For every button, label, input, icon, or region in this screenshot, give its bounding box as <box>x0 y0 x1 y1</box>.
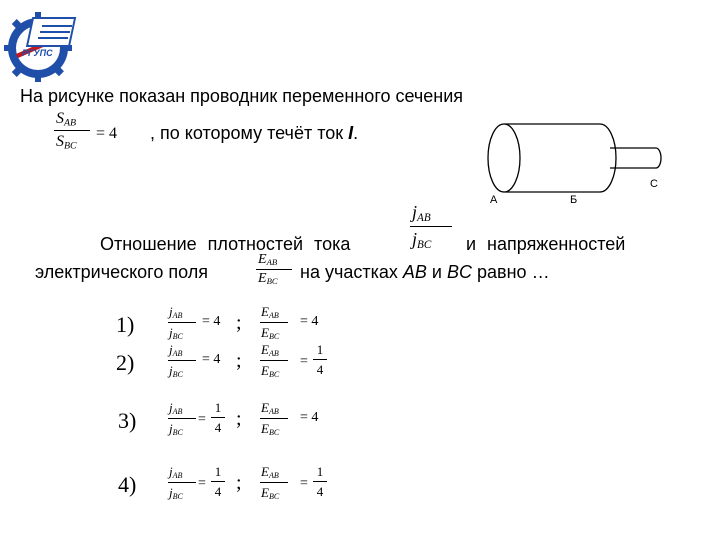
separator: ; <box>236 408 242 430</box>
intro-line-2: , по которому течёт ток I. <box>150 123 359 143</box>
question-line-1-end: и напряженностей <box>466 234 626 254</box>
separator: ; <box>236 312 242 334</box>
E-ratio-answer-3: $E_{AB}$ $E_{BC}$ <box>260 400 288 437</box>
area-ratio: $S_{AB}$ $S_{BC}$ <box>54 110 90 152</box>
e-ratio-value: = 4 <box>300 314 319 329</box>
j-ratio-value: = 4 <box>202 352 221 367</box>
E-ratio-answer-4: $E_{AB}$ $E_{BC}$ <box>260 464 288 501</box>
separator: ; <box>236 472 242 494</box>
separator: ; <box>236 350 242 372</box>
area-ratio-value: = 4 <box>96 125 118 142</box>
logo <box>2 4 82 82</box>
question-line-2-end: на участках AB и BC равно … <box>300 262 550 282</box>
j-ratio-answer-4: $j_{AB}$ $j_{BC}$ <box>168 464 196 501</box>
question-line-1: Отношение плотностей тока <box>100 234 351 254</box>
figure-label-b: Б <box>570 194 578 206</box>
question-line-2: электрического поля <box>35 262 208 282</box>
figure-label-a: А <box>490 194 498 206</box>
figure-label-c: С <box>650 178 658 190</box>
university-logo-icon <box>2 4 82 82</box>
e-ratio-value: = 4 <box>300 410 319 425</box>
answer-number: 2) <box>116 350 135 375</box>
current-density-ratio: $j_{AB}$ $j_{BC}$ <box>410 202 452 251</box>
intro-line-1: На рисунке показан проводник переменного сечения <box>20 86 464 106</box>
current-symbol: I <box>348 123 354 143</box>
j-ratio-answer-3: $j_{AB}$ $j_{BC}$ <box>168 400 196 437</box>
answer-number: 4) <box>118 472 137 497</box>
j-ratio-value: = 4 <box>202 314 221 329</box>
field-strength-ratio: $E_{AB}$ $E_{BC}$ <box>256 252 292 287</box>
j-ratio-answer-2: $j_{AB}$ $j_{BC}$ <box>168 342 196 379</box>
j-ratio-answer-1: $j_{AB}$ $j_{BC}$ <box>168 304 196 341</box>
answer-number: 3) <box>118 408 137 433</box>
conductor-figure <box>486 120 666 212</box>
logo-text: РГУПС <box>22 48 53 58</box>
answer-number: 1) <box>116 312 135 337</box>
E-ratio-answer-1: $E_{AB}$ $E_{BC}$ <box>260 304 288 341</box>
E-ratio-answer-2: $E_{AB}$ $E_{BC}$ <box>260 342 288 379</box>
